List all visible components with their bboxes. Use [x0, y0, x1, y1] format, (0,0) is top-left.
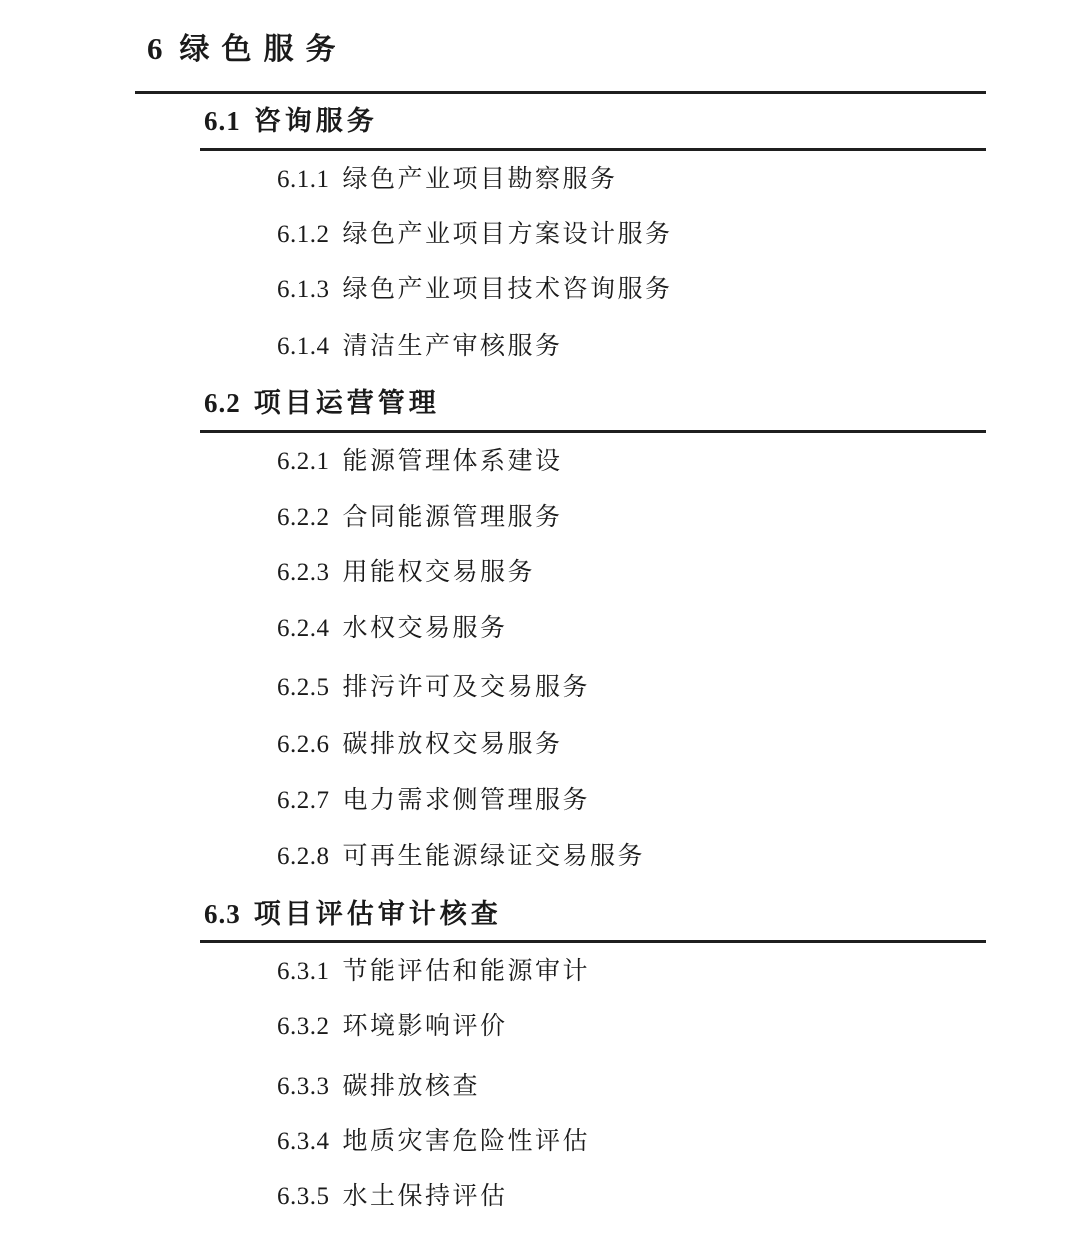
list-item [277, 553, 535, 593]
item-label: 碳排放权交易服务 [342, 731, 563, 758]
item-label: 地质灾害危险性评估 [342, 1128, 591, 1155]
list-item [277, 327, 563, 367]
item-label: 节能评估和能源审计 [342, 958, 591, 985]
item-number: 6.2.5 [277, 674, 330, 701]
item-label: 合同能源管理服务 [342, 504, 563, 531]
section-rule [200, 940, 986, 943]
section-title: 项目运营管理 [253, 388, 440, 418]
item-label: 碳排放核查 [342, 1073, 481, 1100]
item-label: 电力需求侧管理服务 [342, 787, 591, 814]
list-item [277, 952, 590, 992]
section-rule [200, 148, 986, 151]
chapter-number: 6 [147, 31, 163, 66]
item-number: 6.3.3 [277, 1073, 330, 1100]
item-label: 排污许可及交易服务 [342, 674, 591, 701]
item-number: 6.1.1 [277, 166, 330, 193]
chapter-rule [135, 91, 986, 94]
list-item [277, 609, 508, 649]
list-item [277, 215, 673, 255]
list-item [277, 837, 645, 877]
chapter-title-text: 绿色服务 [179, 33, 348, 66]
section-number: 6.2 [204, 388, 241, 418]
item-number: 6.2.3 [277, 559, 330, 586]
list-item [277, 498, 563, 538]
item-label: 水土保持评估 [342, 1183, 508, 1210]
section-heading-6-2 [204, 383, 440, 423]
item-label: 能源管理体系建设 [342, 448, 563, 475]
section-heading-6-3 [204, 894, 502, 934]
item-number: 6.1.4 [277, 333, 330, 360]
item-label: 绿色产业项目方案设计服务 [342, 221, 673, 248]
list-item [277, 725, 563, 765]
section-title: 咨询服务 [253, 106, 378, 136]
list-item [277, 1067, 480, 1107]
item-number: 6.2.1 [277, 448, 330, 475]
item-label: 环境影响评价 [342, 1013, 508, 1040]
chapter-title [147, 29, 348, 69]
item-number: 6.2.4 [277, 615, 330, 642]
list-item [277, 442, 563, 482]
item-number: 6.2.7 [277, 787, 330, 814]
item-label: 用能权交易服务 [342, 559, 536, 586]
section-number: 6.1 [204, 106, 241, 136]
item-label: 绿色产业项目勘察服务 [342, 166, 618, 193]
section-heading-6-1 [204, 101, 378, 141]
item-number: 6.2.8 [277, 843, 330, 870]
item-number: 6.1.3 [277, 276, 330, 303]
list-item [277, 1122, 590, 1162]
list-item [277, 668, 590, 708]
list-item [277, 1007, 508, 1047]
item-label: 绿色产业项目技术咨询服务 [342, 276, 673, 303]
item-number: 6.2.6 [277, 731, 330, 758]
item-number: 6.3.1 [277, 958, 330, 985]
item-number: 6.3.4 [277, 1128, 330, 1155]
list-item [277, 270, 673, 310]
list-item [277, 781, 590, 821]
item-label: 水权交易服务 [342, 615, 508, 642]
item-label: 可再生能源绿证交易服务 [342, 843, 646, 870]
list-item [277, 160, 618, 200]
list-item [277, 1177, 508, 1217]
item-label: 清洁生产审核服务 [342, 333, 563, 360]
section-rule [200, 430, 986, 433]
item-number: 6.2.2 [277, 504, 330, 531]
item-number: 6.3.5 [277, 1183, 330, 1210]
item-number: 6.3.2 [277, 1013, 330, 1040]
section-title: 项目评估审计核查 [253, 899, 502, 929]
section-number: 6.3 [204, 899, 241, 929]
item-number: 6.1.2 [277, 221, 330, 248]
